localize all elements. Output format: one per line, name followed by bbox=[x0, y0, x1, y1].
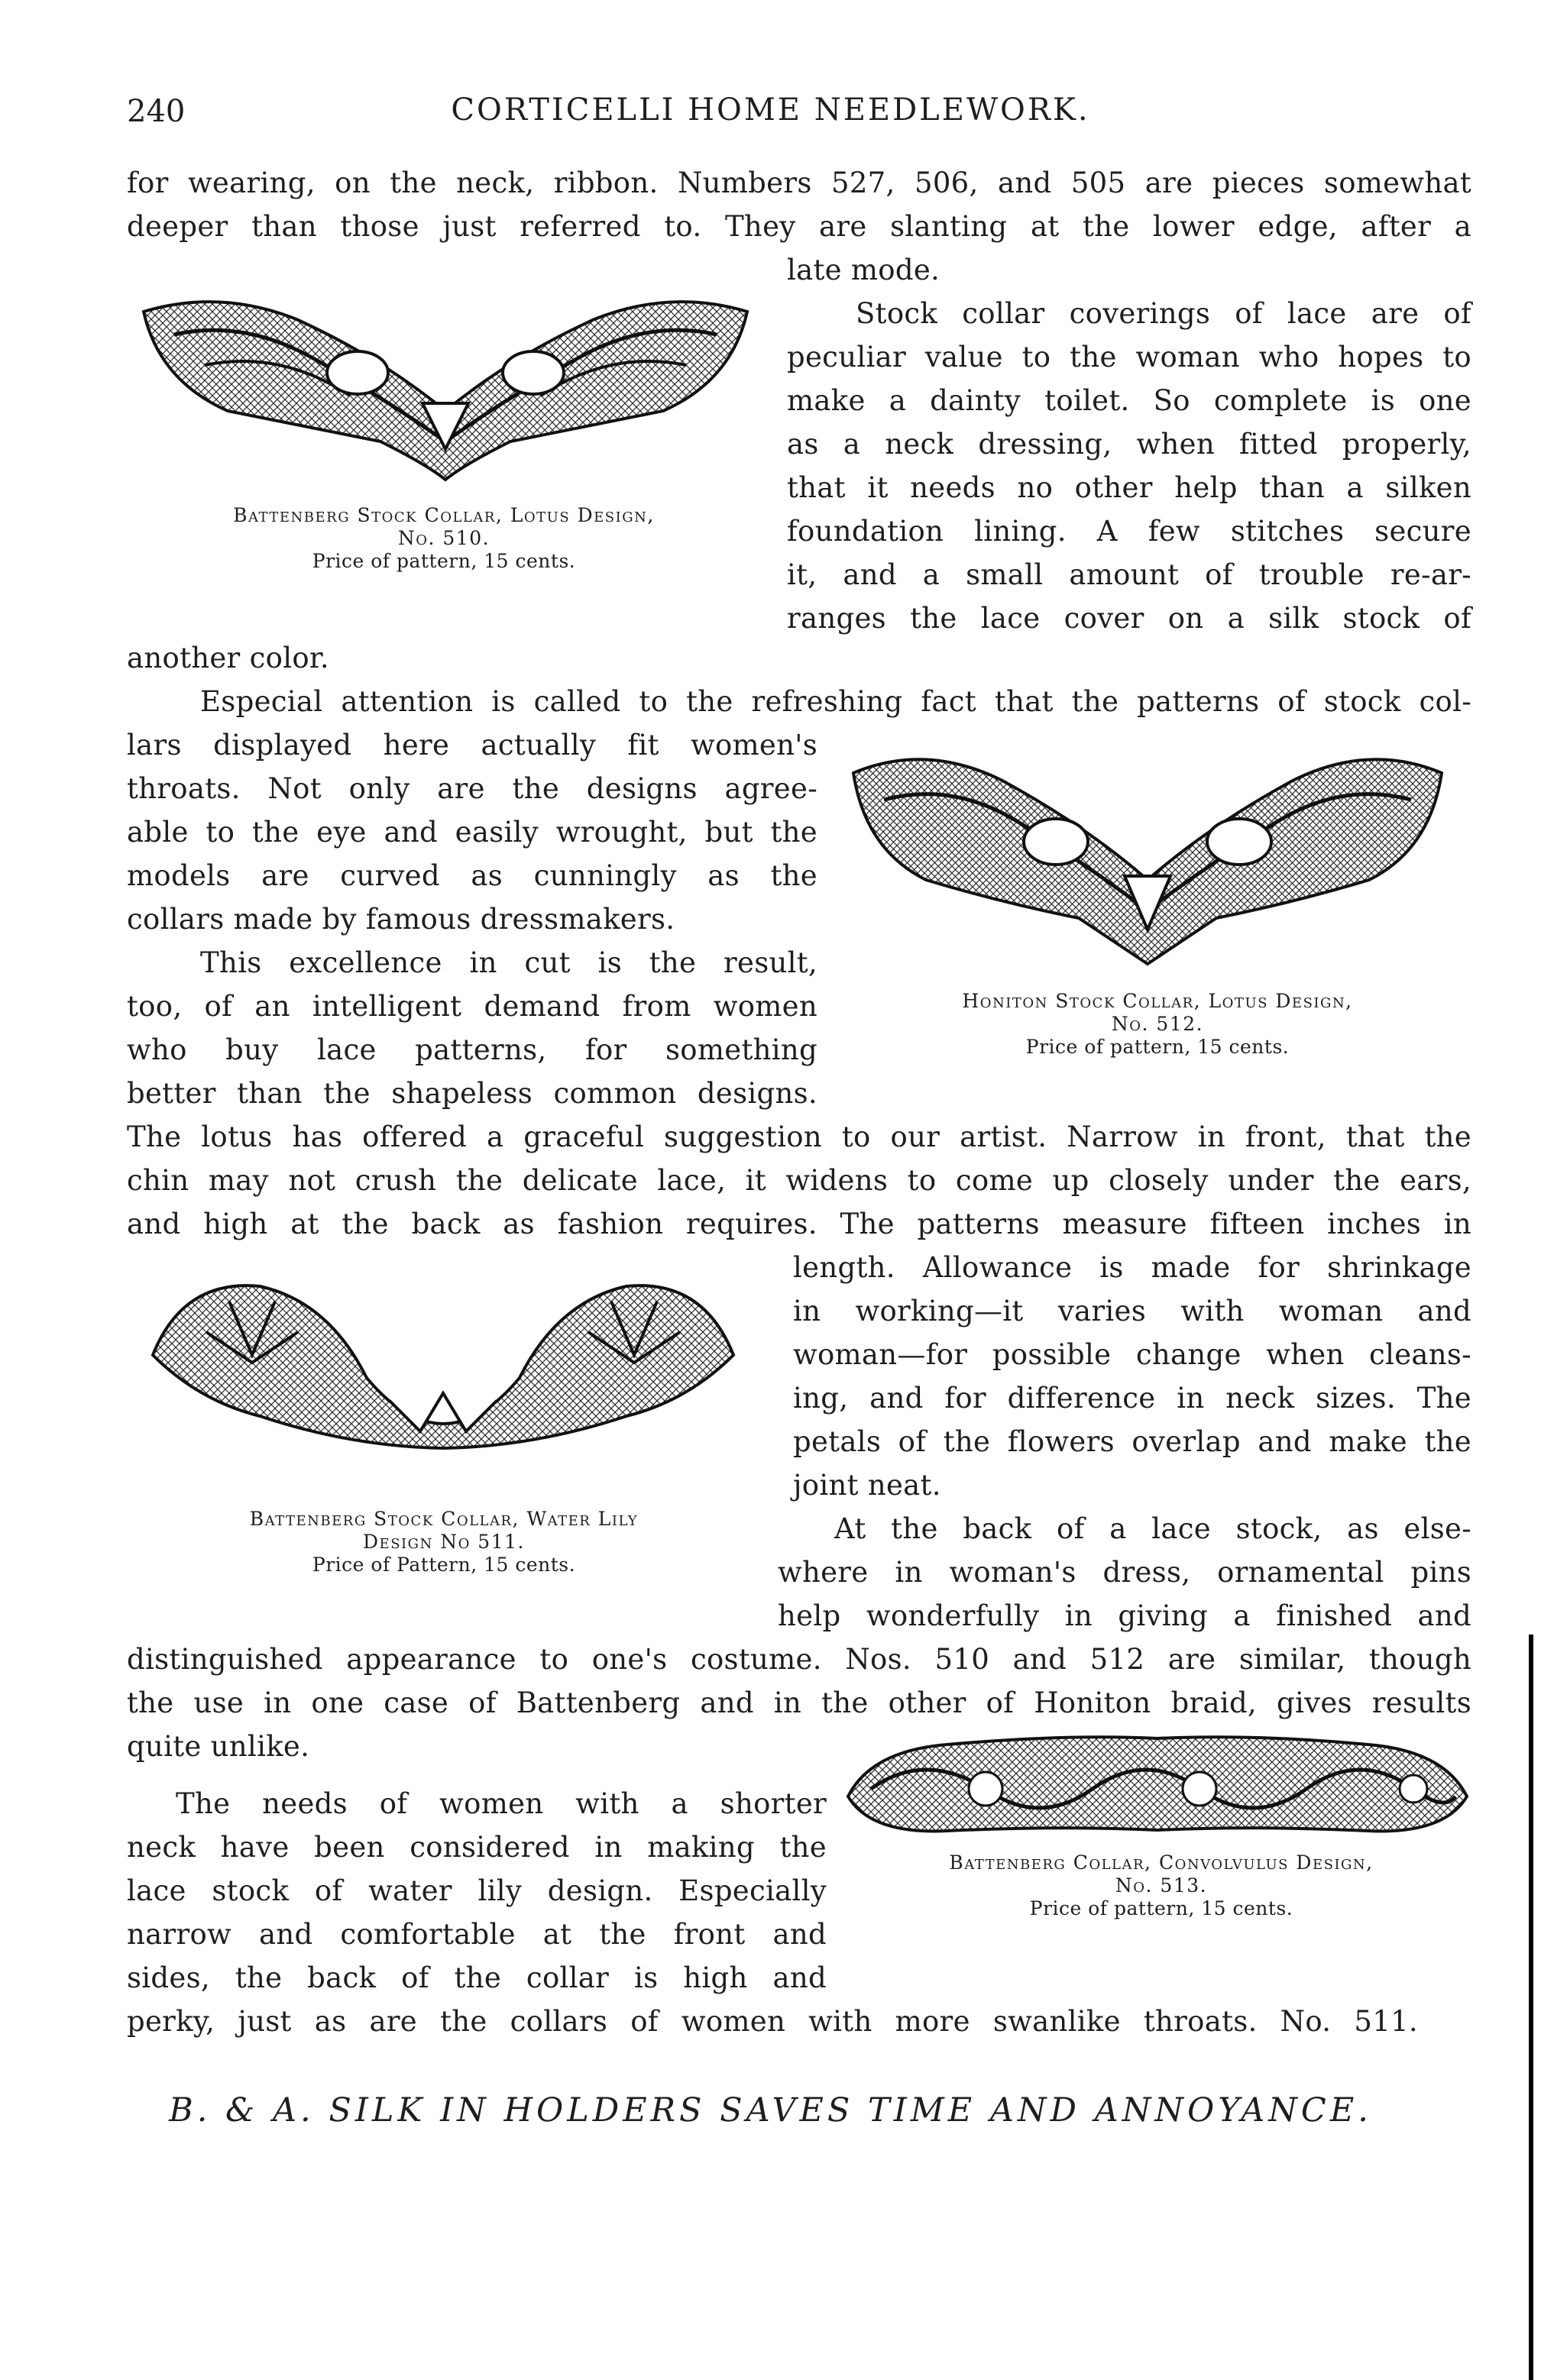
body-line: help wonderfully in giving a finished and bbox=[778, 1599, 1471, 1632]
body-line: sides, the back of the collar is high and bbox=[127, 1961, 827, 1994]
caption-number: No. 512. bbox=[1111, 1013, 1204, 1035]
body-line: able to the eye and easily wrought, but the bbox=[127, 816, 817, 849]
page-number: 240 bbox=[127, 94, 186, 129]
body-line: and high at the back as fashion requires. The patterns measure fifteen inches in bbox=[127, 1208, 1471, 1240]
body-line: quite unlike. bbox=[127, 1730, 310, 1763]
body-line: joint neat. bbox=[793, 1469, 941, 1502]
body-line: as a neck dressing, when fitted properly, bbox=[787, 428, 1471, 461]
body-line: throats. Not only are the designs agree- bbox=[127, 772, 817, 805]
body-line: length. Allowance is made for shrinkage bbox=[793, 1251, 1471, 1284]
body-line: chin may not crush the delicate lace, it widens to come up closely under the ears, bbox=[127, 1164, 1471, 1197]
body-line: lars displayed here actually fit women's bbox=[127, 729, 817, 762]
body-line: foundation lining. A few stitches secure bbox=[787, 515, 1471, 548]
figure-caption bbox=[848, 1851, 1475, 1920]
body-line: deeper than those just referred to. They are slanting at the lower edge, after a bbox=[127, 210, 1471, 243]
body-line: The lotus has offered a graceful suggestion to our artist. Narrow in front, that the bbox=[127, 1120, 1471, 1153]
caption-number: No. 510. bbox=[397, 527, 490, 549]
body-line: woman—for possible change when cleans- bbox=[793, 1338, 1471, 1371]
caption-price: Price of Pattern, 15 cents. bbox=[312, 1554, 576, 1576]
caption-title: Battenberg Stock Collar, Water Lily bbox=[249, 1508, 639, 1530]
body-line: collars made by famous dressmakers. bbox=[127, 903, 675, 936]
body-line: better than the shapeless common designs. bbox=[127, 1077, 817, 1110]
body-line: perky, just as are the collars of women with more swanlike throats. No. 511. bbox=[127, 2005, 1418, 2038]
body-line: for wearing, on the neck, ribbon. Numbers 527, 506, and 505 are pieces somewhat bbox=[127, 167, 1471, 199]
body-line: too, of an intelligent demand from women bbox=[127, 990, 817, 1023]
body-line: where in woman's dress, ornamental pins bbox=[778, 1556, 1471, 1589]
body-line: lace stock of water lily design. Especially bbox=[127, 1874, 827, 1907]
running-head: CORTICELLI HOME NEEDLEWORK. bbox=[451, 92, 1090, 128]
body-line: another color. bbox=[127, 642, 329, 674]
footer-tagline: B. & A. SILK IN HOLDERS SAVES TIME AND ANNOYANCE. bbox=[169, 2091, 1372, 2129]
body-line: neck have been considered in making the bbox=[127, 1831, 827, 1864]
body-line: ing, and for difference in neck sizes. The bbox=[793, 1382, 1471, 1415]
body-line: who buy lace patterns, for something bbox=[127, 1033, 817, 1066]
lace-collar-lotus-illustration bbox=[128, 289, 762, 487]
body-line: ranges the lace cover on a silk stock of bbox=[787, 602, 1471, 635]
body-line: models are curved as cunningly as the bbox=[127, 859, 817, 892]
caption-number: Design No 511. bbox=[363, 1531, 525, 1553]
body-line: The needs of women with a shorter bbox=[176, 1787, 827, 1820]
body-line: narrow and comfortable at the front and bbox=[127, 1918, 827, 1951]
caption-title: Honiton Stock Collar, Lotus Design, bbox=[962, 990, 1353, 1012]
figure-caption bbox=[840, 990, 1475, 1059]
caption-title: Battenberg Stock Collar, Lotus Design, bbox=[233, 504, 655, 526]
lace-collar-lotus-illustration bbox=[842, 742, 1453, 972]
page-edge-rule bbox=[1529, 1635, 1533, 2380]
body-line: Especial attention is called to the refreshing fact that the patterns of stock col- bbox=[200, 685, 1471, 718]
caption-price: Price of pattern, 15 cents. bbox=[312, 550, 576, 572]
lace-collar-water-lily-illustration bbox=[138, 1271, 749, 1454]
body-line: late mode. bbox=[787, 254, 940, 286]
body-line: make a dainty toilet. So complete is one bbox=[787, 384, 1471, 417]
body-line: This excellence in cut is the result, bbox=[200, 946, 817, 979]
body-line: the use in one case of Battenberg and in the other of Honiton braid, gives results bbox=[127, 1686, 1471, 1719]
caption-price: Price of pattern, 15 cents. bbox=[1029, 1897, 1293, 1919]
body-line: that it needs no other help than a silken bbox=[787, 471, 1471, 504]
body-line: Stock collar coverings of lace are of bbox=[856, 297, 1471, 330]
caption-number: No. 513. bbox=[1115, 1874, 1208, 1897]
body-line: distinguished appearance to one's costume. Nos. 510 and 512 are similar, though bbox=[127, 1643, 1471, 1676]
body-line: in working—it varies with woman and bbox=[793, 1295, 1471, 1327]
body-line: petals of the flowers overlap and make the bbox=[793, 1425, 1471, 1458]
figure-caption bbox=[127, 504, 761, 573]
body-line: At the back of a lace stock, as else- bbox=[834, 1512, 1471, 1545]
figure-caption bbox=[127, 1508, 761, 1576]
body-line: peculiar value to the woman who hopes to bbox=[787, 341, 1471, 373]
caption-price: Price of pattern, 15 cents. bbox=[1025, 1036, 1290, 1058]
caption-title: Battenberg Collar, Convolvulus Design, bbox=[949, 1851, 1374, 1874]
body-line: it, and a small amount of trouble re-ar- bbox=[787, 558, 1471, 591]
lace-band-convolvulus-illustration bbox=[840, 1728, 1475, 1842]
